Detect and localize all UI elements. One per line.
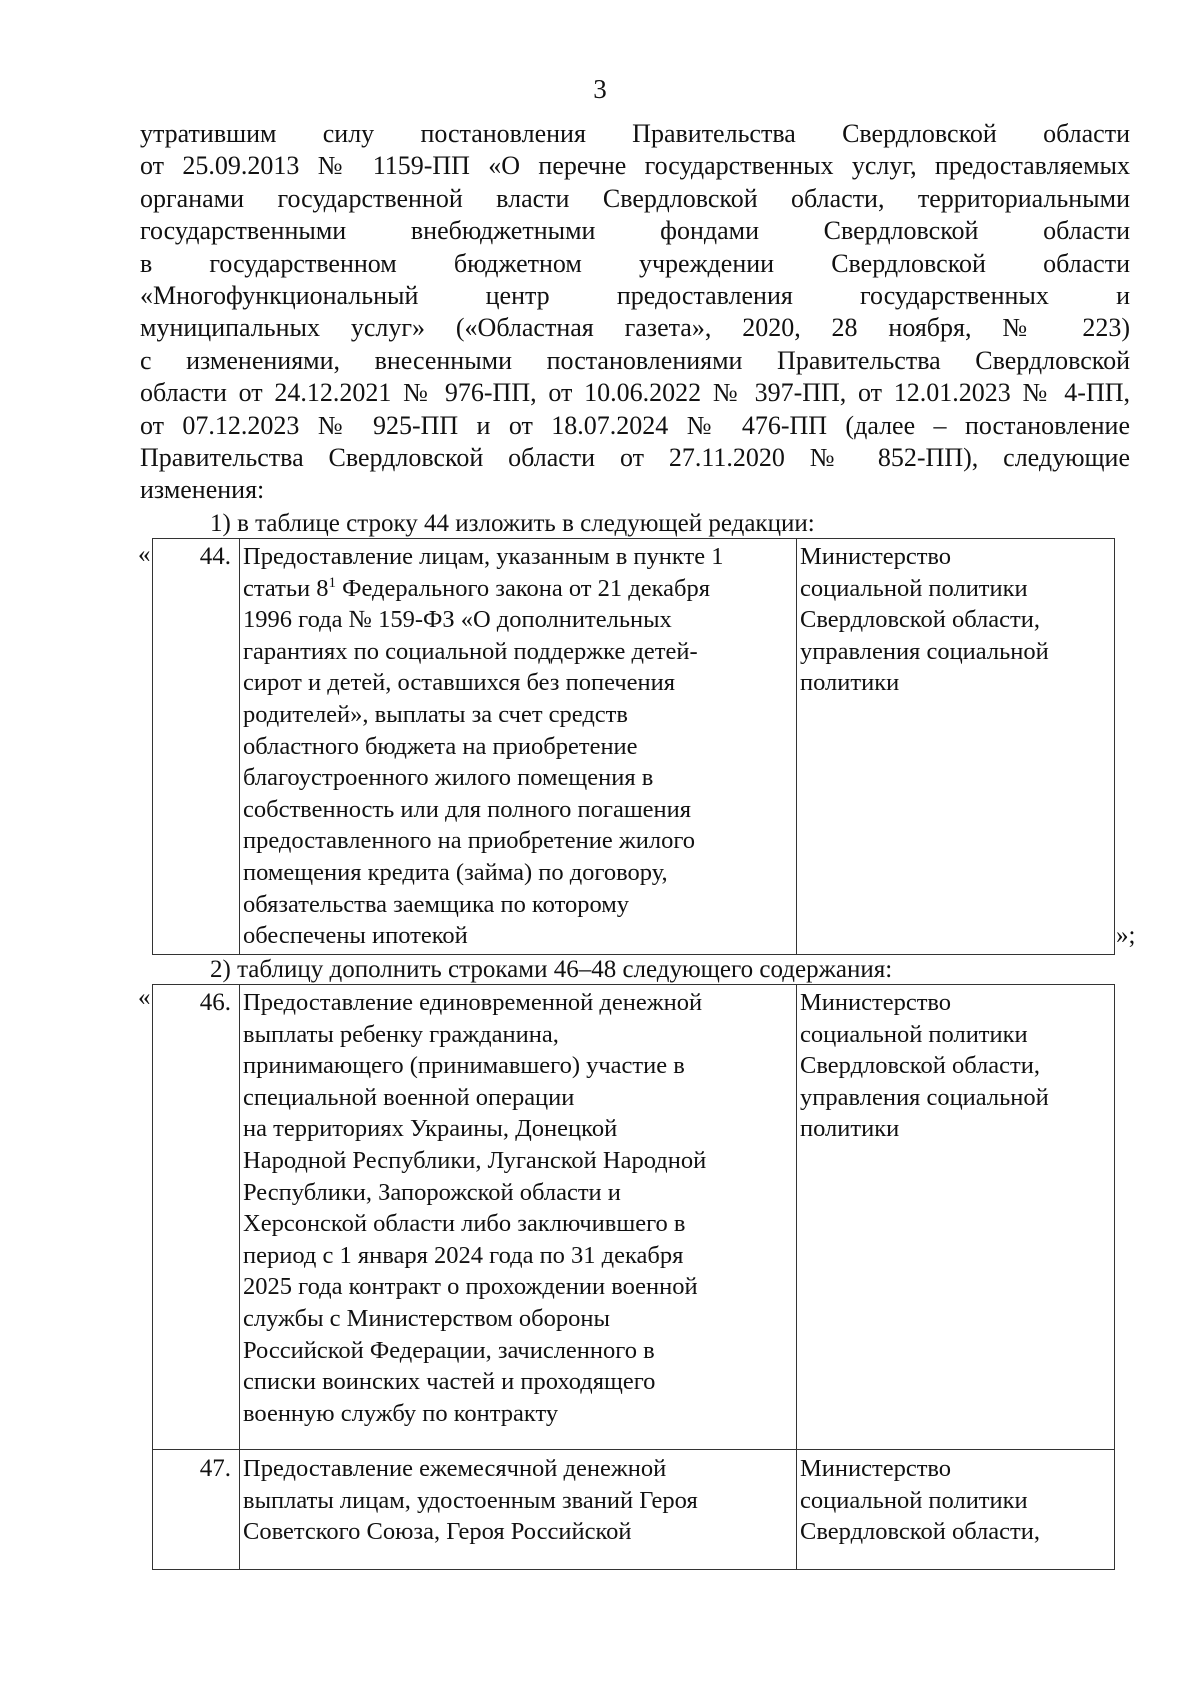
item-1-heading: 1) в таблице строку 44 изложить в следующей редакции: bbox=[210, 510, 815, 537]
authority-line: политики bbox=[800, 669, 900, 697]
service-line: службы с Министерством обороны bbox=[243, 1304, 610, 1332]
paragraph-line: от 07.12.2023 № 925-ПП и от 18.07.2024 № 476-ПП (далее – постановление bbox=[140, 410, 1130, 440]
authority-line: социальной политики bbox=[800, 1020, 1028, 1048]
responsible-authority bbox=[800, 987, 1049, 1145]
table-row-44 bbox=[152, 538, 1115, 955]
paragraph-line: области от 24.12.2021 № 976-ПП, от 10.06.2022 № 397-ПП, от 12.01.2023 № 4-ПП, bbox=[140, 378, 1130, 408]
service-line: обязательства заемщика по которому bbox=[243, 890, 630, 918]
authority-line: Свердловской области, bbox=[800, 606, 1040, 634]
paragraph-line: государственными внебюджетными фондами Свердловской области bbox=[140, 216, 1130, 246]
authority-line: Министерство bbox=[800, 989, 952, 1016]
service-line: период с 1 января 2024 года по 31 декабря bbox=[243, 1241, 684, 1269]
service-line: выплаты лицам, удостоенным званий Героя bbox=[243, 1486, 698, 1514]
column-divider bbox=[239, 539, 240, 954]
service-line: собственность или для полного погашения bbox=[243, 795, 692, 823]
service-line: Предоставление единовременной денежной bbox=[243, 989, 703, 1016]
authority-line: социальной политики bbox=[800, 1486, 1028, 1514]
service-line: выплаты ребенку гражданина, bbox=[243, 1020, 559, 1048]
service-line: областного бюджета на приобретение bbox=[243, 732, 638, 760]
service-line: обеспечены ипотекой bbox=[243, 922, 468, 950]
authority-line: политики bbox=[800, 1115, 900, 1143]
item-2-heading: 2) таблицу дополнить строками 46–48 следующего содержания: bbox=[210, 956, 893, 983]
authority-line: Министерство bbox=[800, 1455, 952, 1482]
service-line: списки воинских частей и проходящего bbox=[243, 1368, 656, 1396]
authority-line: Свердловской области, bbox=[800, 1518, 1040, 1546]
service-line: Народной Республики, Луганской Народной bbox=[243, 1146, 707, 1174]
row-number: 44. bbox=[199, 543, 231, 570]
service-description bbox=[243, 987, 706, 1429]
row-number: 47. bbox=[199, 1455, 231, 1482]
paragraph-line: изменения: bbox=[140, 475, 265, 505]
service-line: благоустроенного жилого помещения в bbox=[243, 764, 654, 792]
table-1-open-quote: « bbox=[138, 541, 151, 568]
authority-line: управления социальной bbox=[800, 1083, 1049, 1111]
service-line: 1996 года № 159-ФЗ «О дополнительных bbox=[243, 606, 672, 634]
paragraph-line: муниципальных услуг» («Областная газета», 2020, 28 ноября, № 223) bbox=[140, 313, 1130, 343]
table-rows-46-48 bbox=[152, 984, 1115, 1570]
column-divider bbox=[796, 985, 797, 1569]
service-line: Советского Союза, Героя Российской bbox=[243, 1518, 632, 1546]
service-line: Республики, Запорожской области и bbox=[243, 1178, 621, 1206]
paragraph-line: органами государственной власти Свердловской области, территориальными bbox=[140, 183, 1130, 213]
paragraph-line: от 25.09.2013 № 1159-ПП «О перечне государственных услуг, предоставляемых bbox=[140, 151, 1130, 181]
authority-line: социальной политики bbox=[800, 574, 1028, 602]
service-line: родителей», выплаты за счет средств bbox=[243, 700, 628, 728]
service-line: сирот и детей, оставшихся без попечения bbox=[243, 669, 676, 697]
service-line: помещения кредита (займа) по договору, bbox=[243, 858, 668, 886]
service-line: Предоставление лицам, указанным в пункте 1 bbox=[243, 543, 724, 570]
table-2-open-quote: « bbox=[138, 984, 151, 1011]
row-divider bbox=[153, 1449, 1114, 1450]
service-description bbox=[243, 1453, 698, 1548]
row-number: 46. bbox=[199, 989, 231, 1016]
paragraph-line: Правительства Свердловской области от 27.11.2020 № 852-ПП), следующие bbox=[140, 443, 1130, 473]
column-divider bbox=[239, 985, 240, 1569]
service-line: принимающего (принимавшего) участие в bbox=[243, 1052, 685, 1080]
service-line: статьи $8^1$ Федерального закона от 21 декабря bbox=[243, 574, 710, 602]
service-line: Херсонской области либо заключившего в bbox=[243, 1210, 686, 1238]
service-line: на территориях Украины, Донецкой bbox=[243, 1115, 618, 1143]
column-divider bbox=[796, 539, 797, 954]
service-line: Предоставление ежемесячной денежной bbox=[243, 1455, 667, 1482]
paragraph-line: в государственном бюджетном учреждении Свердловской области bbox=[140, 248, 1130, 278]
service-line: предоставленного на приобретение жилого bbox=[243, 827, 696, 855]
service-line: гарантиях по социальной поддержке детей- bbox=[243, 637, 698, 665]
amendment-paragraph bbox=[140, 118, 1130, 507]
service-line: военную службу по контракту bbox=[243, 1399, 559, 1427]
authority-line: управления социальной bbox=[800, 637, 1049, 665]
paragraph-line: с изменениями, внесенными постановлениями Правительства Свердловской bbox=[140, 345, 1130, 375]
page-number: 3 bbox=[593, 74, 607, 104]
authority-line: Министерство bbox=[800, 543, 952, 570]
responsible-authority bbox=[800, 541, 1049, 699]
paragraph-line: «Многофункциональный центр предоставления государственных и bbox=[140, 281, 1130, 311]
paragraph-line: утратившим силу постановления Правительства Свердловской области bbox=[140, 119, 1130, 148]
table-1-close-quote: »; bbox=[1116, 922, 1136, 949]
authority-line: Свердловской области, bbox=[800, 1052, 1040, 1080]
service-description bbox=[243, 541, 723, 952]
service-line: 2025 года контракт о прохождении военной bbox=[243, 1273, 698, 1301]
service-line: Российской Федерации, зачисленного в bbox=[243, 1336, 655, 1364]
responsible-authority bbox=[800, 1453, 1040, 1548]
service-line: специальной военной операции bbox=[243, 1083, 575, 1111]
